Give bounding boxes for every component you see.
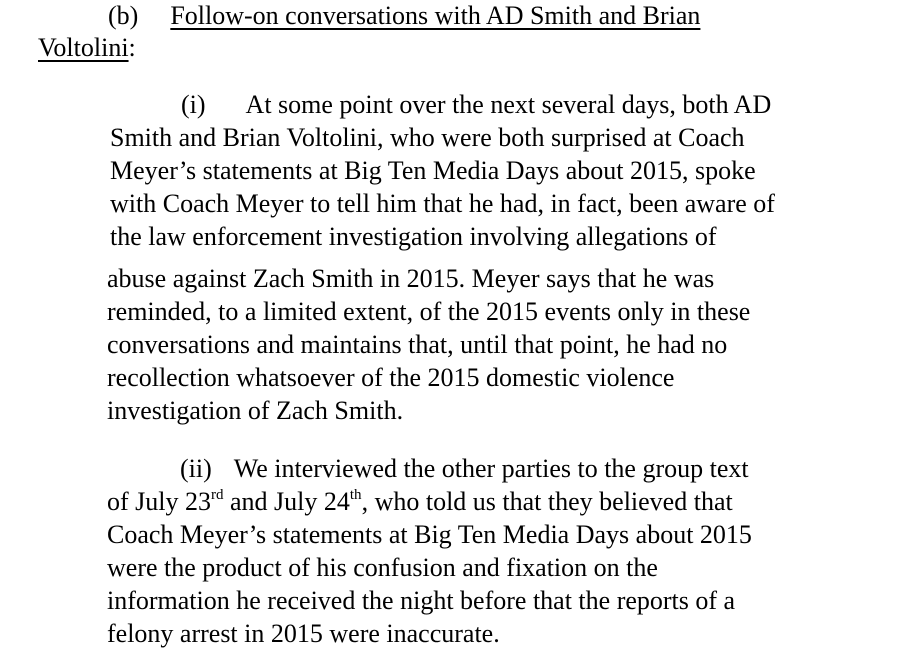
section-marker: (b) xyxy=(108,1,139,30)
para-i-line8: conversations and maintains that, until that point, he had no xyxy=(107,330,728,359)
section-title-part2: Voltolini xyxy=(38,33,129,62)
para-i-line5: the law enforcement investigation involving allegations of xyxy=(110,222,717,251)
para-ii-line3: Coach Meyer’s statements at Big Ten Media Days about 2015 xyxy=(107,520,752,549)
para-i-line1 xyxy=(181,89,771,121)
para-ii-text-1: We interviewed the other parties to the group text xyxy=(233,454,749,483)
para-ii-line5: information he received the night before that the reports of a xyxy=(107,586,736,615)
para-i-line9: recollection whatsoever of the 2015 domestic violence xyxy=(107,363,675,392)
para-i-line4: with Coach Meyer to tell him that he had, in fact, been aware of xyxy=(110,189,775,218)
section-heading-line2 xyxy=(38,32,136,64)
para-i-line7: reminded, to a limited extent, of the 2015 events only in these xyxy=(107,297,751,326)
superscript-th: th xyxy=(349,487,362,503)
para-ii-text-2c: , who told us that they believed that xyxy=(361,487,733,516)
section-heading-line1 xyxy=(108,0,700,32)
para-ii-line1 xyxy=(180,453,749,485)
para-i-line2: Smith and Brian Voltolini, who were both surprised at Coach xyxy=(110,123,745,152)
section-title-part1: Follow-on conversations with AD Smith and Brian xyxy=(170,1,701,30)
para-ii-line6: felony arrest in 2015 were inaccurate. xyxy=(107,619,500,648)
section-title-colon: : xyxy=(128,33,136,62)
para-i-line6: abuse against Zach Smith in 2015. Meyer says that he was xyxy=(107,264,715,293)
para-i-line10: investigation of Zach Smith. xyxy=(107,396,404,425)
para-i-line3: Meyer’s statements at Big Ten Media Days about 2015, spoke xyxy=(110,156,756,185)
para-ii-text-2a: of July 23 xyxy=(107,487,211,516)
superscript-rd: rd xyxy=(211,487,224,503)
para-i-marker: (i) xyxy=(181,90,206,119)
para-i-text-1: At some point over the next several days, both AD xyxy=(245,90,772,119)
para-ii-line2 xyxy=(107,486,733,522)
para-ii-line4: were the product of his confusion and fixation on the xyxy=(107,553,658,582)
para-ii-marker: (ii) xyxy=(180,454,212,483)
para-ii-text-2b: and July 24 xyxy=(223,487,350,516)
